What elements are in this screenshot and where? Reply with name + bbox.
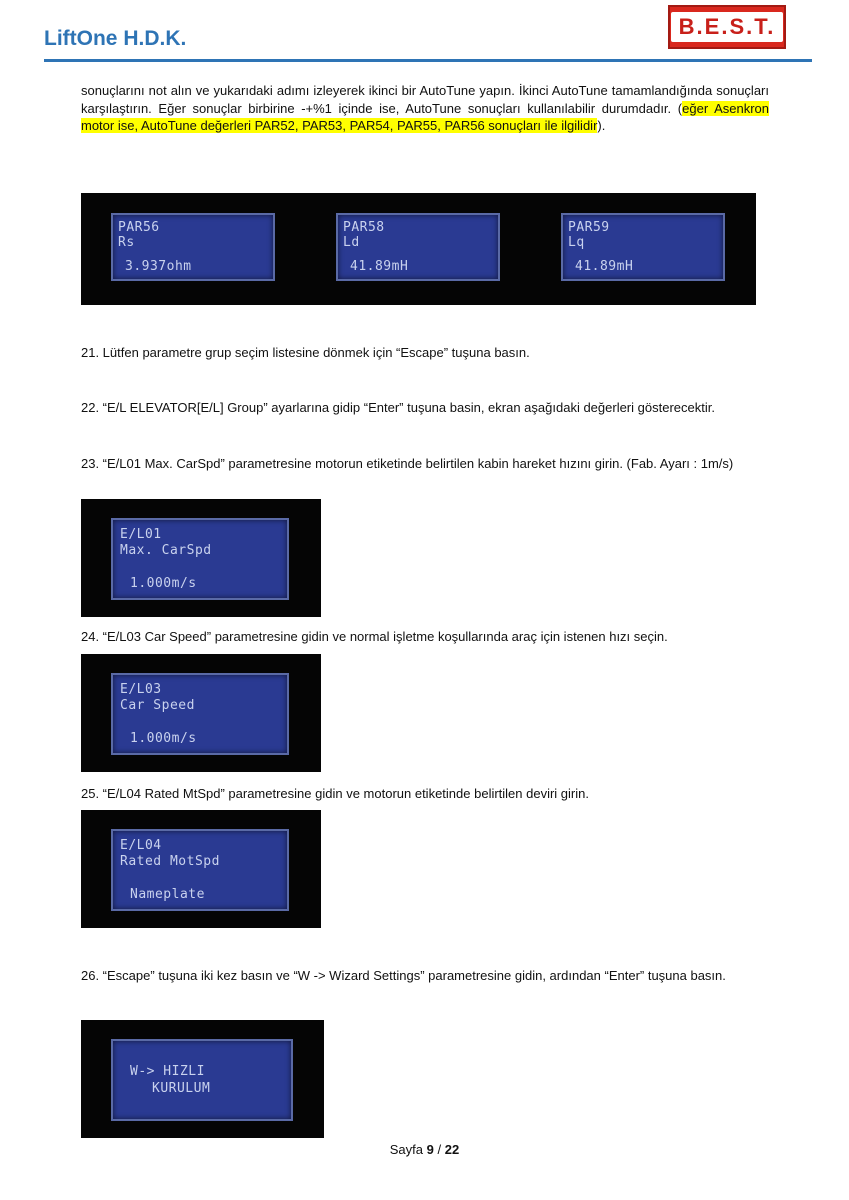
- footer-label: Sayfa: [389, 1142, 424, 1157]
- lcd-value: 3.937ohm: [125, 259, 192, 274]
- intro-highlight: eğer Asenkron motor ise, AutoTune değerleri PAR52, PAR53, PAR54, PAR55, PAR56 sonuçları ile ilgilidir: [81, 100, 769, 133]
- lcd-line2: Ld: [343, 235, 360, 250]
- step-25: 25. “E/L04 Rated MtSpd” parametresine gidin ve motorun etiketinde belirtilen deviri girin.: [81, 786, 589, 801]
- best-logo: [668, 5, 786, 49]
- lcd-line1: E/L03: [120, 682, 162, 697]
- lcd-wizard: [111, 1039, 293, 1121]
- footer-page-total: 22: [444, 1142, 460, 1157]
- step-26: 26. “Escape” tuşuna iki kez basın ve “W -> Wizard Settings” parametresine gidin, ardından “Enter” tuşuna basın.: [81, 968, 726, 983]
- document-header-title: LiftOne H.D.K.: [44, 27, 187, 50]
- intro-end: ).: [597, 118, 606, 133]
- lcd-el03: [111, 673, 289, 755]
- lcd-line2: Lq: [568, 235, 585, 250]
- intro-text: sonuçlarını not alın ve yukarıdaki adımı izleyerek ikinci bir AutoTune yapın. İkinci AutoTune tamamlandığında sonuçları karşılaştırın. Eğer sonuçlar birbirine -+%1 içinde ise, AutoTune sonuçları kullanılabilir durumdadır. (: [81, 83, 769, 116]
- lcd-line1: E/L04: [120, 838, 162, 853]
- lcd-line2: KURULUM: [152, 1081, 211, 1096]
- lcd-el03-panel: [81, 654, 321, 772]
- lcd-value: 41.89mH: [575, 259, 634, 274]
- footer-separator: /: [437, 1142, 442, 1157]
- lcd-value: 1.000m/s: [130, 731, 197, 746]
- lcd-value: 1.000m/s: [130, 576, 197, 591]
- lcd-line1: W-> HIZLI: [130, 1064, 205, 1079]
- lcd-line2: Car Speed: [120, 698, 195, 713]
- lcd-line1: PAR59: [568, 220, 610, 235]
- lcd-par58: [336, 213, 500, 281]
- logo-text: B.E.S.T.: [671, 12, 784, 42]
- step-22: 22. “E/L ELEVATOR[E/L] Group” ayarlarına gidip “Enter” tuşuna basin, ekran aşağıdaki değerleri gösterecektir.: [81, 400, 715, 415]
- intro-paragraph: [81, 82, 769, 135]
- page-footer: [0, 1142, 849, 1157]
- lcd-par-strip: [81, 193, 756, 305]
- lcd-line1: PAR58: [343, 220, 385, 235]
- lcd-line2: Rs: [118, 235, 135, 250]
- step-23: 23. “E/L01 Max. CarSpd” parametresine motorun etiketinde belirtilen kabin hareket hızını girin. (Fab. Ayarı : 1m/s): [81, 456, 734, 471]
- lcd-el04: [111, 829, 289, 911]
- step-24: 24. “E/L03 Car Speed” parametresine gidin ve normal işletme koşullarında araç için istenen hızı seçin.: [81, 629, 668, 644]
- lcd-line1: PAR56: [118, 220, 160, 235]
- lcd-line2: Max. CarSpd: [120, 543, 212, 558]
- lcd-par56: [111, 213, 275, 281]
- header-divider: [44, 59, 812, 62]
- lcd-el01: [111, 518, 289, 600]
- lcd-el01-panel: [81, 499, 321, 617]
- step-21: 21. Lütfen parametre grup seçim listesine dönmek için “Escape” tuşuna basın.: [81, 345, 530, 360]
- lcd-value: Nameplate: [130, 887, 205, 902]
- lcd-line2: Rated MotSpd: [120, 854, 220, 869]
- lcd-el04-panel: [81, 810, 321, 928]
- footer-page-number: 9: [426, 1142, 434, 1157]
- lcd-value: 41.89mH: [350, 259, 409, 274]
- lcd-par59: [561, 213, 725, 281]
- lcd-line1: E/L01: [120, 527, 162, 542]
- lcd-wizard-panel: [81, 1020, 324, 1138]
